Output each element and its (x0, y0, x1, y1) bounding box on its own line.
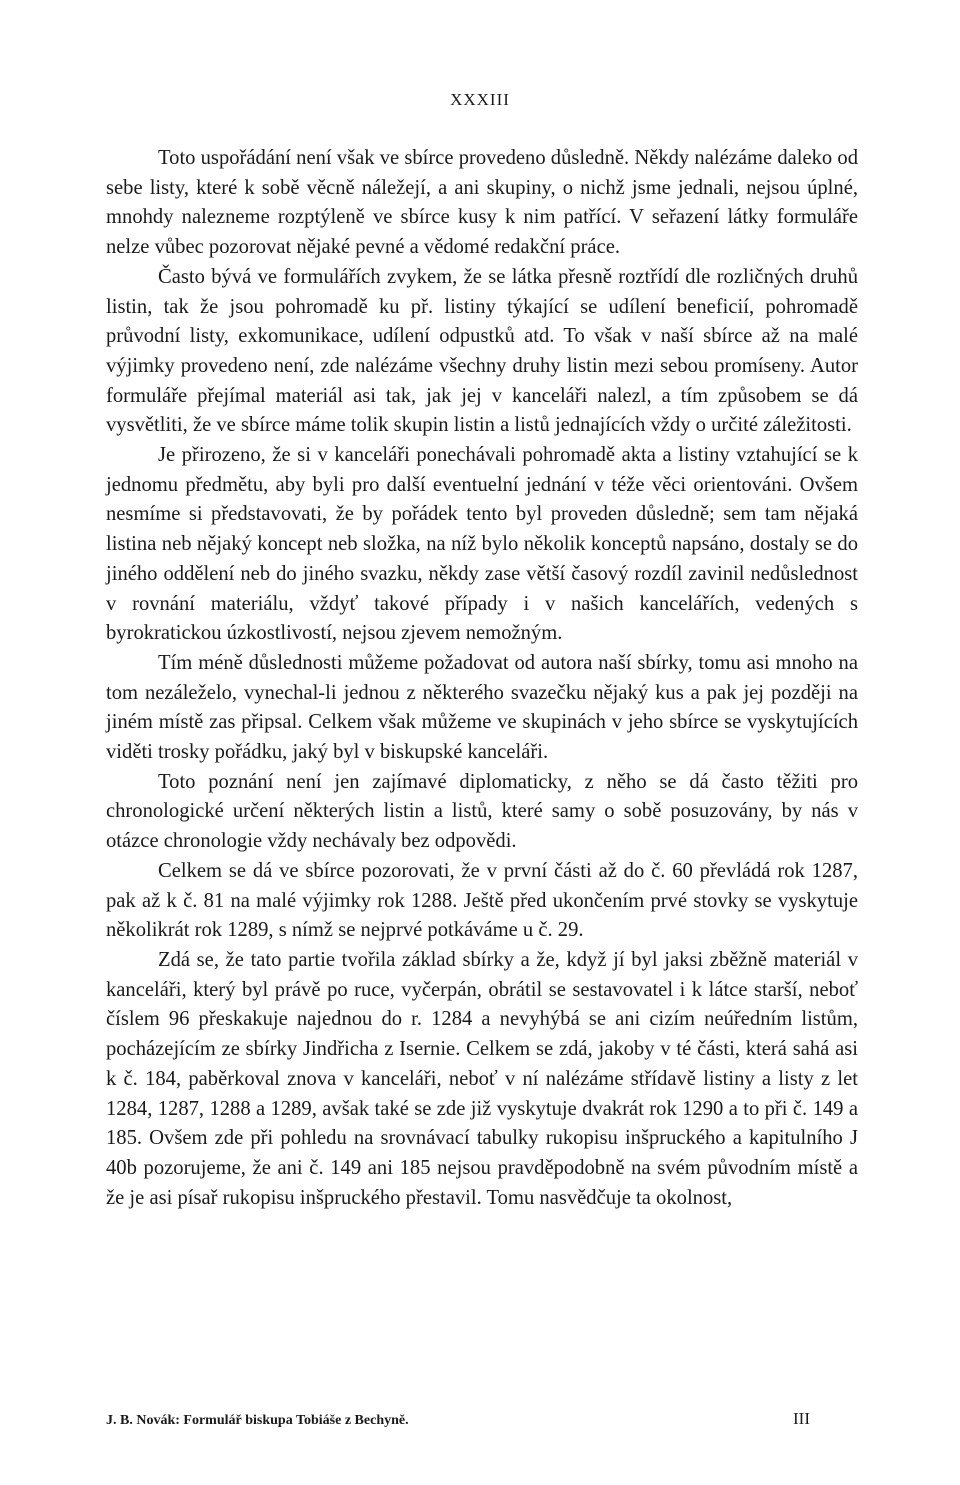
signature-mark: III (793, 1409, 810, 1428)
paragraph: Často bývá ve formulářích zvykem, že se látka přesně roztřídí dle rozličných druhů listin, tak že jsou pohromadě ku př. listiny týkající se udílení beneficií, pohromadě průvodní listy, exkomunikace, udílení odpustků atd. To však v naší sbírce až na malé výjimky provedeno není, zde nalézáme všechny druhy listin mezi sebou promíseny. Autor formuláře přejímal materiál asi tak, jak jej v kanceláři nalezl, a tím způsobem se dá vysvětliti, že ve sbírce máme tolik skupin listin a listů jednajících vždy o určité záležitosti. (106, 265, 858, 437)
body-text (106, 144, 858, 1213)
paragraph: Tím méně důslednosti můžeme požadovat od autora naší sbírky, tomu asi mnoho na tom nezáleželo, vynechal-li jednou z některého svazečku nějaký kus a pak jej později na jiném místě zas připsal. Celkem však můžeme ve skupinách v jeho sbírce se vyskytujících viděti trosky pořádku, jaký byl v biskupské kanceláři. (106, 651, 858, 764)
paragraph: Je přirozeno, že si v kanceláři ponechávali pohromadě akta a listiny vztahující se k jednomu předmětu, aby byli pro další eventuelní jednání v téže věci orientováni. Ovšem nesmíme si představovati, že by pořádek tento byl proveden důsledně; sem tam nějaká listina neb nějaký koncept neb složka, na níž bylo několik konceptů napsáno, dostaly se do jiného oddělení neb do jiného svazku, někdy zase větší časový rozdíl zavinil nedůslednost v rovnání materiálu, vždyť takové případy i v našich kancelářích, vedených s byrokratickou úzkostlivostí, nejsou zjevem nemožným. (106, 444, 858, 645)
footer-citation: J. B. Novák: Formulář biskupa Tobiáše z Bechyně. (106, 1413, 409, 1428)
page-number-header: XXXIII (450, 90, 510, 109)
paragraph: Celkem se dá ve sbírce pozorovati, že v první části až do č. 60 převládá rok 1287, pak až k č. 81 na malé výjimky rok 1288. Ještě před ukončením prvé stovky se vyskytuje několikrát rok 1289, s nímž se nejprvé potkáváme u č. 29. (106, 859, 858, 942)
page-footer (106, 1409, 858, 1429)
paragraph: Toto uspořádání není však ve sbírce provedeno důsledně. Někdy nalézáme daleko od sebe listy, které k sobě věcně náležejí, a ani skupiny, o nichž jsme jednali, nejsou úplné, mnohdy nalezneme rozptýleně ve sbírce kusy k nim patřící. V seřazení látky formuláře nelze vůbec pozorovat nějaké pevné a vědomé redakční práce. (106, 147, 858, 259)
paragraph: Zdá se, že tato partie tvořila základ sbírky a že, když jí byl jaksi zběžně materiál v kanceláři, který byl právě po ruce, vyčerpán, obrátil se sestavovatel i k látce starší, neboť číslem 96 přeskakuje najednou do r. 1284 a nevyhýbá se ani cizím neúředním listům, pocházejícím ze sbírky Jindřicha z Isernie. Celkem se zdá, jakoby v té části, která sahá asi k č. 184, paběrkoval znova v kanceláři, neboť v ní nalézáme střídavě listiny a listy z let 1284, 1287, 1288 a 1289, avšak také se zde již vyskytuje dvakrát rok 1290 a to při č. 149 a 185. Ovšem zde při pohledu na srovnávací tabulky rukopisu inšpruckého a kapitulního J 40b pozorujeme, že ani č. 149 ani 185 nejsou pravděpodobně na svém původním místě a že je asi písař rukopisu inšpruckého přestavil. Tomu nasvědčuje ta okolnost, (106, 948, 858, 1209)
paragraph: Toto poznání není jen zajímavé diplomaticky, z něho se dá často těžiti pro chronologické určení některých listin a listů, které samy o sobě posuzovány, by nás v otázce chronologie vždy nechávaly bez odpovědi. (106, 770, 858, 853)
